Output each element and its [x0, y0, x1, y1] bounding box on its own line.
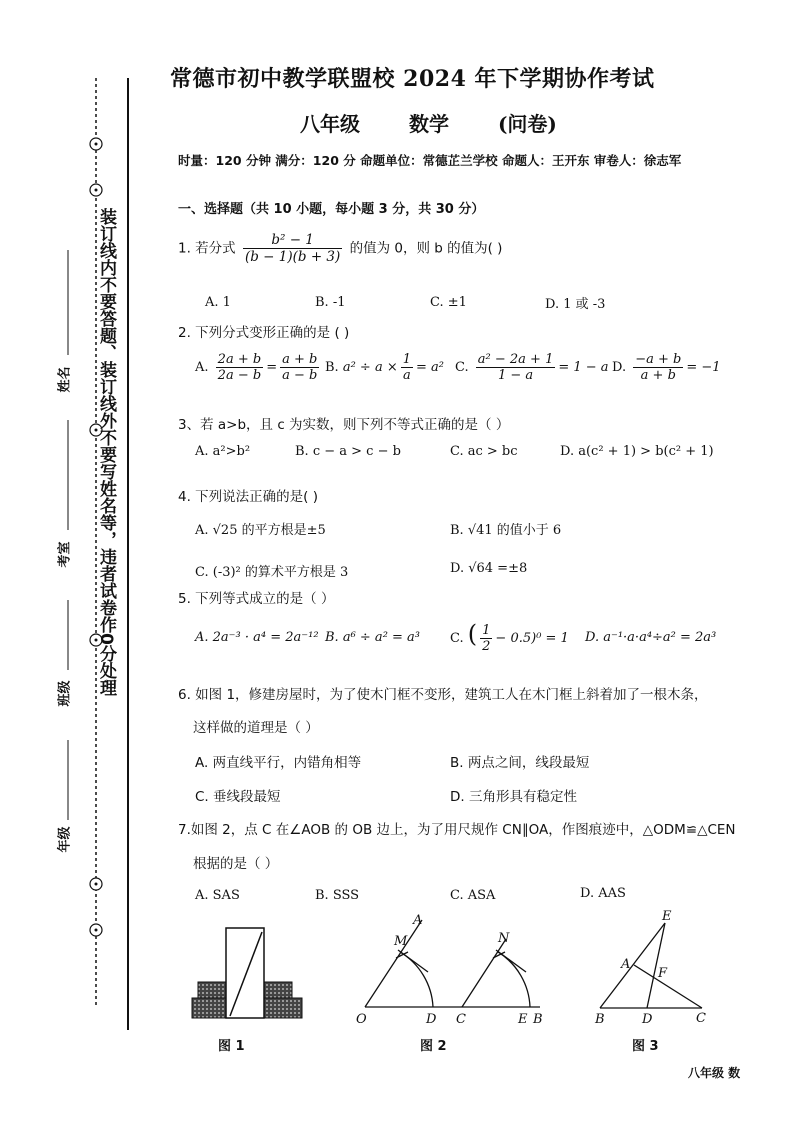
figure-2-construction [350, 912, 550, 1027]
figure-3-triangles [590, 905, 715, 1025]
q6-option-c: C. 垂线段最短 [195, 789, 281, 805]
figure-2-caption: 图 2 [420, 1039, 447, 1054]
fig3-label-f: F [658, 966, 668, 981]
page-footer: 八年级 数 [688, 1066, 741, 1080]
q2-option-b: B. a² ÷ a × $\frac{1}{a}$ = a² [325, 352, 445, 383]
q2-option-a: A. $\frac{2a + b}{2a - b}$ = $\frac{a + b}{a - b}$ [195, 352, 318, 383]
q1-option-c: C. ±1 [430, 295, 467, 310]
section-heading: 一、选择题（共 10 小题，每小题 3 分，共 30 分） [178, 202, 485, 217]
q6-option-a: A. 两直线平行，内错角相等 [195, 755, 362, 771]
binding-notice: 装订线内不要答题、装订线外不要写姓名等，违者试卷作0分处理 [96, 208, 116, 696]
q1-option-b: B. -1 [315, 295, 346, 310]
q4-option-a: A. √25 的平方根是±5 [195, 523, 326, 538]
fig2-label-d: D [426, 1012, 437, 1027]
fig3-label-a: A [621, 957, 631, 972]
fig2-label-c: C [456, 1012, 466, 1027]
q2-option-c: C. $\frac{\text{a² − 2a + 1}}{1 - a}$ = 1 − a [455, 352, 609, 383]
fig2-label-m: M [394, 934, 408, 949]
fig2-label-n: N [498, 931, 510, 946]
binding-line-graphic [0, 0, 160, 1123]
fig3-label-b: B [595, 1012, 605, 1025]
q4-option-c: C. (-3)² 的算术平方根是 3 [195, 565, 349, 580]
fig3-label-e: E [662, 909, 672, 924]
q4-option-d: D. √64 =±8 [450, 561, 528, 576]
q7-option-c: C. ASA [450, 888, 496, 903]
exam-title: 常德市初中教学联盟校 2024 年下学期协作考试 [170, 66, 655, 92]
question-1: 1. 若分式 $\frac{\text{b² − 1}}{(b - 1)(b + 3)}$ 的值为 0，则 b 的值为( ) [178, 232, 503, 265]
fig2-label-b: B [533, 1012, 543, 1027]
exam-subtitle [300, 108, 599, 137]
grade-text: 八年级 [300, 112, 360, 136]
q4-option-b: B. √41 的值小于 6 [450, 523, 562, 538]
fig3-label-d: D [642, 1012, 653, 1025]
fig2-label-a: A [413, 913, 423, 928]
q5-option-b: B. a⁶ ÷ a² = a³ [325, 630, 421, 645]
question-6-line-2: 这样做的道理是（ ） [193, 720, 319, 736]
name-label: 姓名 [57, 366, 73, 393]
exam-meta: 时量：120 分钟 满分：120 分 命题单位：常德芷兰学校 命题人：王开东 审卷人：徐志军 [178, 153, 682, 168]
q2-option-d: D. $\frac{-a + b}{a + b}$ = −1 [612, 352, 721, 383]
subject-text: 数学 [408, 112, 449, 136]
q5-option-a: A. 2a⁻³ · a⁴ = 2a⁻¹² [195, 630, 319, 645]
paper-text: (问卷) [497, 112, 557, 136]
fig2-label-e: E [518, 1012, 528, 1027]
q5-option-d: D. a⁻¹·a·a⁴÷a² = 2a³ [585, 630, 717, 645]
q3-option-a: A. a²>b² [195, 444, 251, 459]
q6-option-d: D. 三角形具有稳定性 [450, 789, 577, 805]
q1-fraction: $\frac{\text{b² − 1}}{(b - 1)(b + 3)}$ [244, 232, 341, 265]
q7-option-b: B. SSS [315, 888, 360, 903]
question-4: 4. 下列说法正确的是( ) [178, 489, 318, 505]
figure-3-caption: 图 3 [632, 1039, 659, 1054]
q1-option-d: D. 1 或 -3 [545, 297, 606, 312]
q1-option-a: A. 1 [205, 295, 231, 310]
q6-option-b: B. 两点之间，线段最短 [450, 755, 590, 771]
question-7-line-1: 7.如图 2，点 C 在∠AOB 的 OB 边上，为了用尺规作 CN∥OA，作图痕迹中，△ODM≌△CEN [178, 822, 736, 838]
question-7-line-2: 根据的是（ ） [193, 856, 279, 872]
class-label: 班级 [57, 680, 73, 707]
figure-1-caption: 图 1 [218, 1039, 245, 1054]
fig3-label-c: C [696, 1011, 706, 1025]
room-label: 考室 [57, 541, 73, 568]
question-3: 3、若 a>b，且 c 为实数，则下列不等式正确的是（ ） [178, 417, 510, 433]
question-2: 2. 下列分式变形正确的是 ( ) [178, 325, 350, 341]
grade-label: 年级 [57, 826, 73, 853]
question-5: 5. 下列等式成立的是（ ） [178, 591, 335, 607]
q3-option-d: D. a(c² + 1) > b(c² + 1) [560, 444, 714, 459]
question-6-line-1: 6. 如图 1，修建房屋时，为了使木门框不变形，建筑工人在木门框上斜着加了一根木条， [178, 687, 708, 703]
figure-1-door-frame [190, 920, 310, 1025]
fig2-label-o: O [356, 1012, 367, 1027]
q3-option-b: B. c − a > c − b [295, 444, 401, 459]
q3-option-c: C. ac > bc [450, 444, 518, 459]
q5-option-c: C. ( $\frac{1}{2}$ − 0.5)⁰ = 1 [450, 620, 569, 654]
q7-option-d: D. AAS [580, 886, 626, 901]
q7-option-a: A. SAS [195, 888, 240, 903]
